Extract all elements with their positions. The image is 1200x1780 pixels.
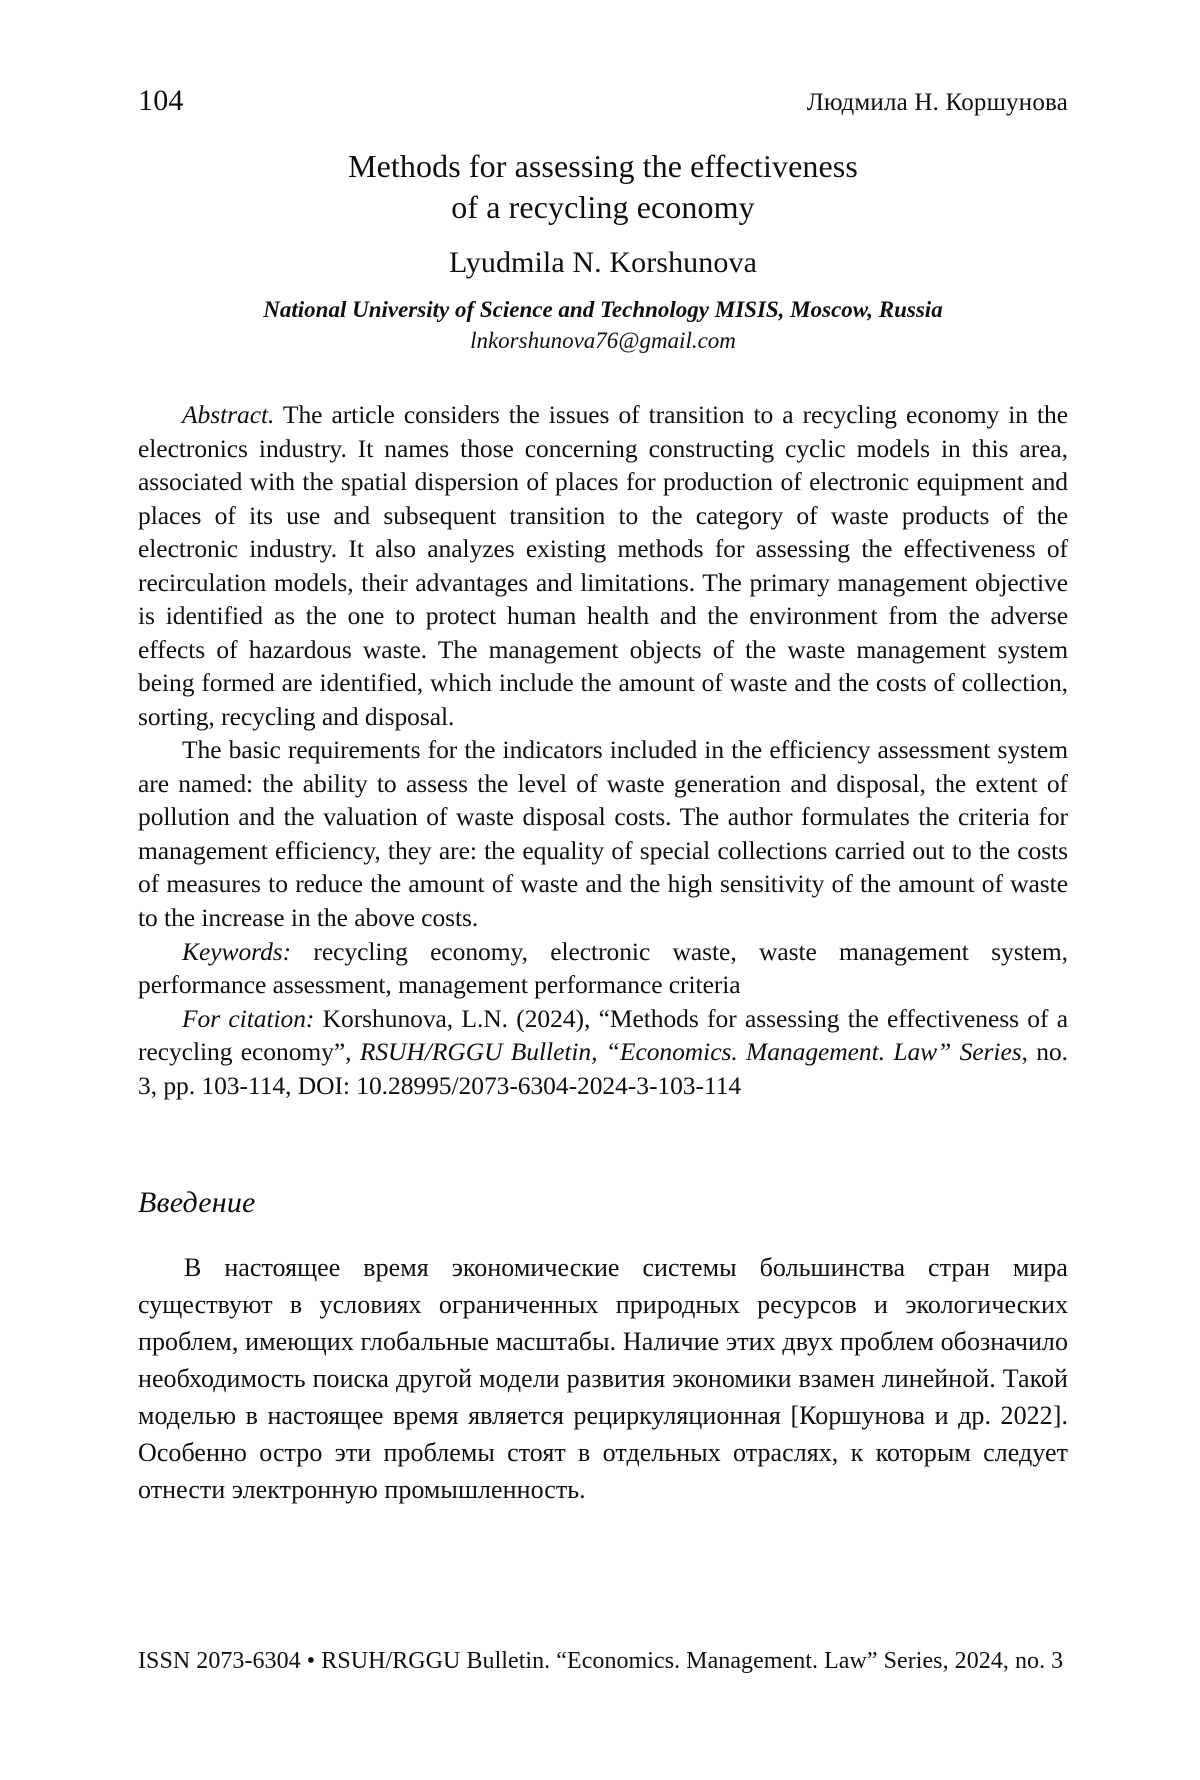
page-number: 104	[138, 84, 184, 117]
page-content	[138, 84, 1068, 1509]
article-title	[138, 146, 1068, 228]
article-title-line-2: of a recycling economy	[451, 188, 755, 225]
page-footer: ISSN 2073-6304 • RSUH/RGGU Bulletin. “Economics. Management. Law” Series, 2024, no. 3	[138, 1648, 1064, 1674]
running-head-author: Людмила Н. Коршунова	[806, 89, 1068, 116]
abstract-block	[138, 398, 1068, 1002]
citation-text-2: , no. 3, pp. 103-114, DOI: 10.28995/2073-6304-2024-3-103-114	[138, 1037, 1069, 1100]
citation-paragraph	[138, 1002, 1068, 1103]
keywords-paragraph	[138, 935, 1068, 1002]
citation-journal: RSUH/RGGU Bulletin, “Economics. Management. Law” Series	[359, 1037, 1022, 1067]
author-email: lnkorshunova76@gmail.com	[470, 327, 736, 353]
running-head	[138, 84, 1068, 118]
section-heading-introduction: Введение	[138, 1186, 256, 1220]
keywords-text: recycling economy, electronic waste, waste management system, performance assessment, management performance criteria	[138, 936, 1068, 1000]
citation-label: For citation:	[182, 1003, 315, 1033]
introduction-paragraph: В настоящее время экономические системы большинства стран мира существуют в условиях ограниченных природных ресурсов и экологических проблем, имеющих глобальные масштабы. Наличие этих двух проблем обозначило необходимость поиска другой модели развития экономики взамен линейной. Такой моделью в настоящее время является рециркуляционная [Коршунова и др. 2022]. Особенно остро эти проблемы стоят в отдельных отраслях, к которым следует отнести электронную промышленность.	[138, 1253, 1068, 1504]
abstract-text-1: The article considers the issues of transition to a recycling economy in the electronics industry. It names those concerning constructing cyclic models in this area, associated with the spatial dispersion of places for production of electronic equipment and places of its use and subsequent transition to the category of waste products of the electronic industry. It also analyzes existing methods for assessing the effectiveness of recirculation models, their advantages and limitations. The primary management objective is identified as the one to protect human health and the environment from the adverse effects of hazardous waste. The management objects of the waste management system being formed are identified, which include the amount of waste and the costs of collection, sorting, recycling and disposal.	[138, 400, 1068, 731]
article-title-line-1: Methods for assessing the effectiveness	[348, 148, 858, 184]
abstract-paragraph-2: The basic requirements for the indicators included in the efficiency assessment system are named: the ability to assess the level of waste generation and disposal, the extent of pollution and the valuation of waste disposal costs. The author formulates the criteria for management efficiency, they are: the equality of special collections carried out to the costs of measures to reduce the amount of waste and the high sensitivity of the amount of waste to the increase in the above costs.	[138, 735, 1068, 932]
keywords-label: Keywords:	[182, 936, 292, 966]
introduction-body	[138, 1250, 1068, 1508]
author-affiliation: National University of Science and Technology MISIS, Moscow, Russia	[263, 296, 943, 322]
abstract-paragraph-1	[138, 398, 1068, 733]
article-author: Lyudmila N. Korshunova	[448, 245, 757, 279]
introduction-section	[138, 1186, 1068, 1508]
abstract-label: Abstract.	[182, 400, 275, 429]
citation-text-1: Korshunova, L.N. (2024), “Methods for assessing the effectiveness of a recycling economy”,	[138, 1003, 1069, 1067]
